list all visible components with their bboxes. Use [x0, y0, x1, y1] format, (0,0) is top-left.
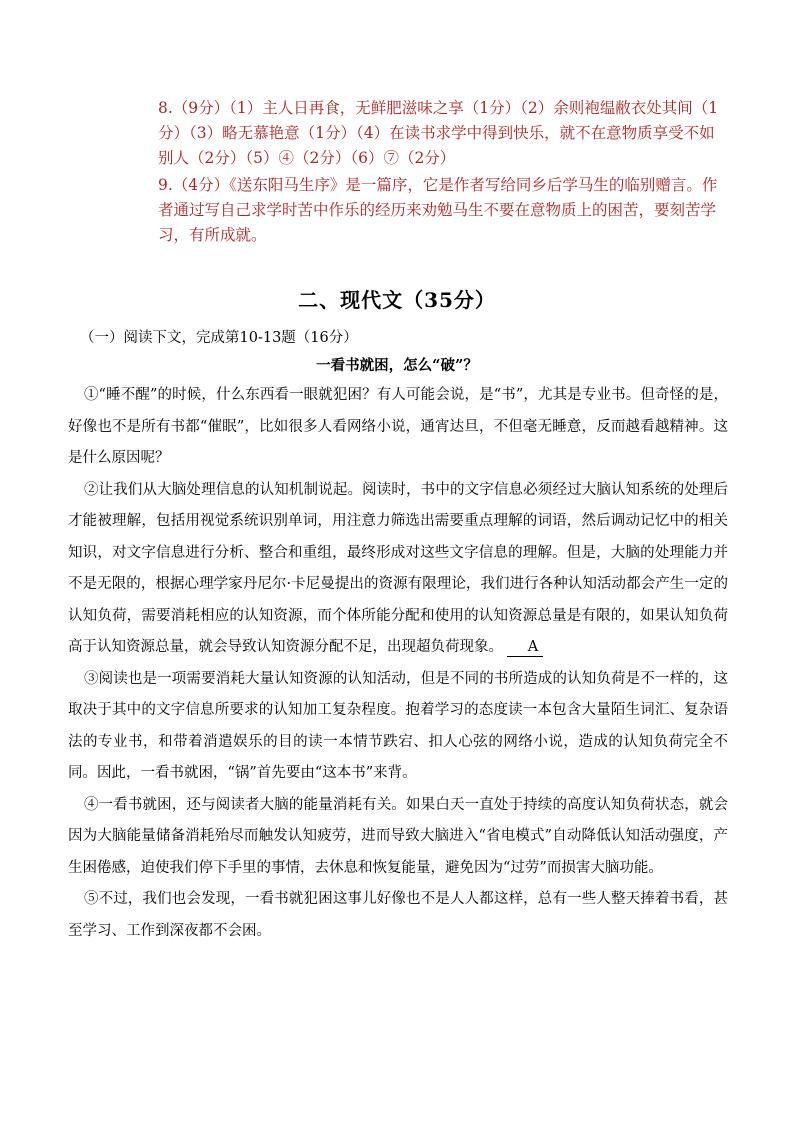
- paragraph-2-text: ②让我们从大脑处理信息的认知机制说起。阅读时，书中的文字信息必须经过大脑认知系统的处理后才能被理解，包括用视觉系统识别单词，用注意力筛选出需要重点理解的词语，然后调动记忆中的相关知识，对文字信息进行分析、整合和重组，最终形成对这些文字信息的理解。但是，大脑的处理能力并不是无限的，根据心理学家丹尼尔·卡尼曼提出的资源有限理论，我们进行各种认知活动都会产生一定的认知负荷，需要消耗相应的认知资源，而个体所能分配和使用的认知资源总量是有限的，如果认知负荷高于认知资源总量，就会导致认知资源分配不足，出现超负荷现象。: [68, 481, 728, 655]
- paragraph-3: ③阅读也是一项需要消耗大量认知资源的认知活动，但是不同的书所造成的认知负荷是不一样的，这取决于其中的文字信息所要求的认知加工复杂程度。抱着学习的态度读一本包含大量陌生词汇、复杂语法的专业书，和带着消遣娱乐的目的读一本情节跌宕、扣人心弦的网络小说，造成的认知负荷完全不同。因此，一看书就困，“锅”首先要由“这本书”来背。: [68, 670, 728, 781]
- paragraph-5: ⑤不过，我们也会发现，一看书就犯困这事儿好像也不是人人都这样，总有一些人整天捧着书看，甚至学习、工作到深夜都不会困。: [68, 891, 728, 939]
- answer-block: [158, 96, 728, 250]
- answer-q8: 8.（9分）（1）主人日再食，无鲜肥滋味之享（1分）（2）余则袍缊敝衣处其间（1分）（3）略无慕艳意（1分）（4）在读书求学中得到快乐，就不在意物质享受不如别人（2分）（5）④（2分）（6）⑦（2分）: [158, 99, 719, 167]
- paragraph-1: ①“睡不醒”的时候，什么东西看一眼就犯困？有人可能会说，是“书”，尤其是专业书。但奇怪的是，好像也不是所有书都“催眠”，比如很多人看网络小说，通宵达旦，不但毫无睡意，反而越看越精神。这是什么原因呢？: [68, 387, 728, 466]
- answer-q9: 9.（4分）《送东阳马生序》是一篇序，它是作者写给同乡后学马生的临别赠言。作者通过写自己求学时苦中作乐的经历来劝勉马生不要在意物质上的困苦，要刻苦学习，有所成就。: [158, 176, 718, 244]
- fill-blank-a: A: [507, 638, 543, 657]
- article-title: 一看书就困，怎么“破”？: [316, 357, 478, 374]
- article-body: [68, 380, 728, 947]
- paragraph-4: ④一看书就困，还与阅读者大脑的能量消耗有关。如果白天一直处于持续的高度认知负荷状态，就会因为大脑能量储备消耗殆尽而触发认知疲劳，进而导致大脑进入“省电模式”自动降低认知活动强度，产生困倦感，迫使我们停下手里的事情，去休息和恢复能量，避免因为“过劳”而损害大脑功能。: [68, 796, 728, 876]
- paragraph-2: [68, 475, 728, 664]
- section-title: 二、现代文（35分）: [298, 288, 496, 312]
- sub-heading: （一）阅读下文，完成第10-13题（16分）: [80, 330, 358, 346]
